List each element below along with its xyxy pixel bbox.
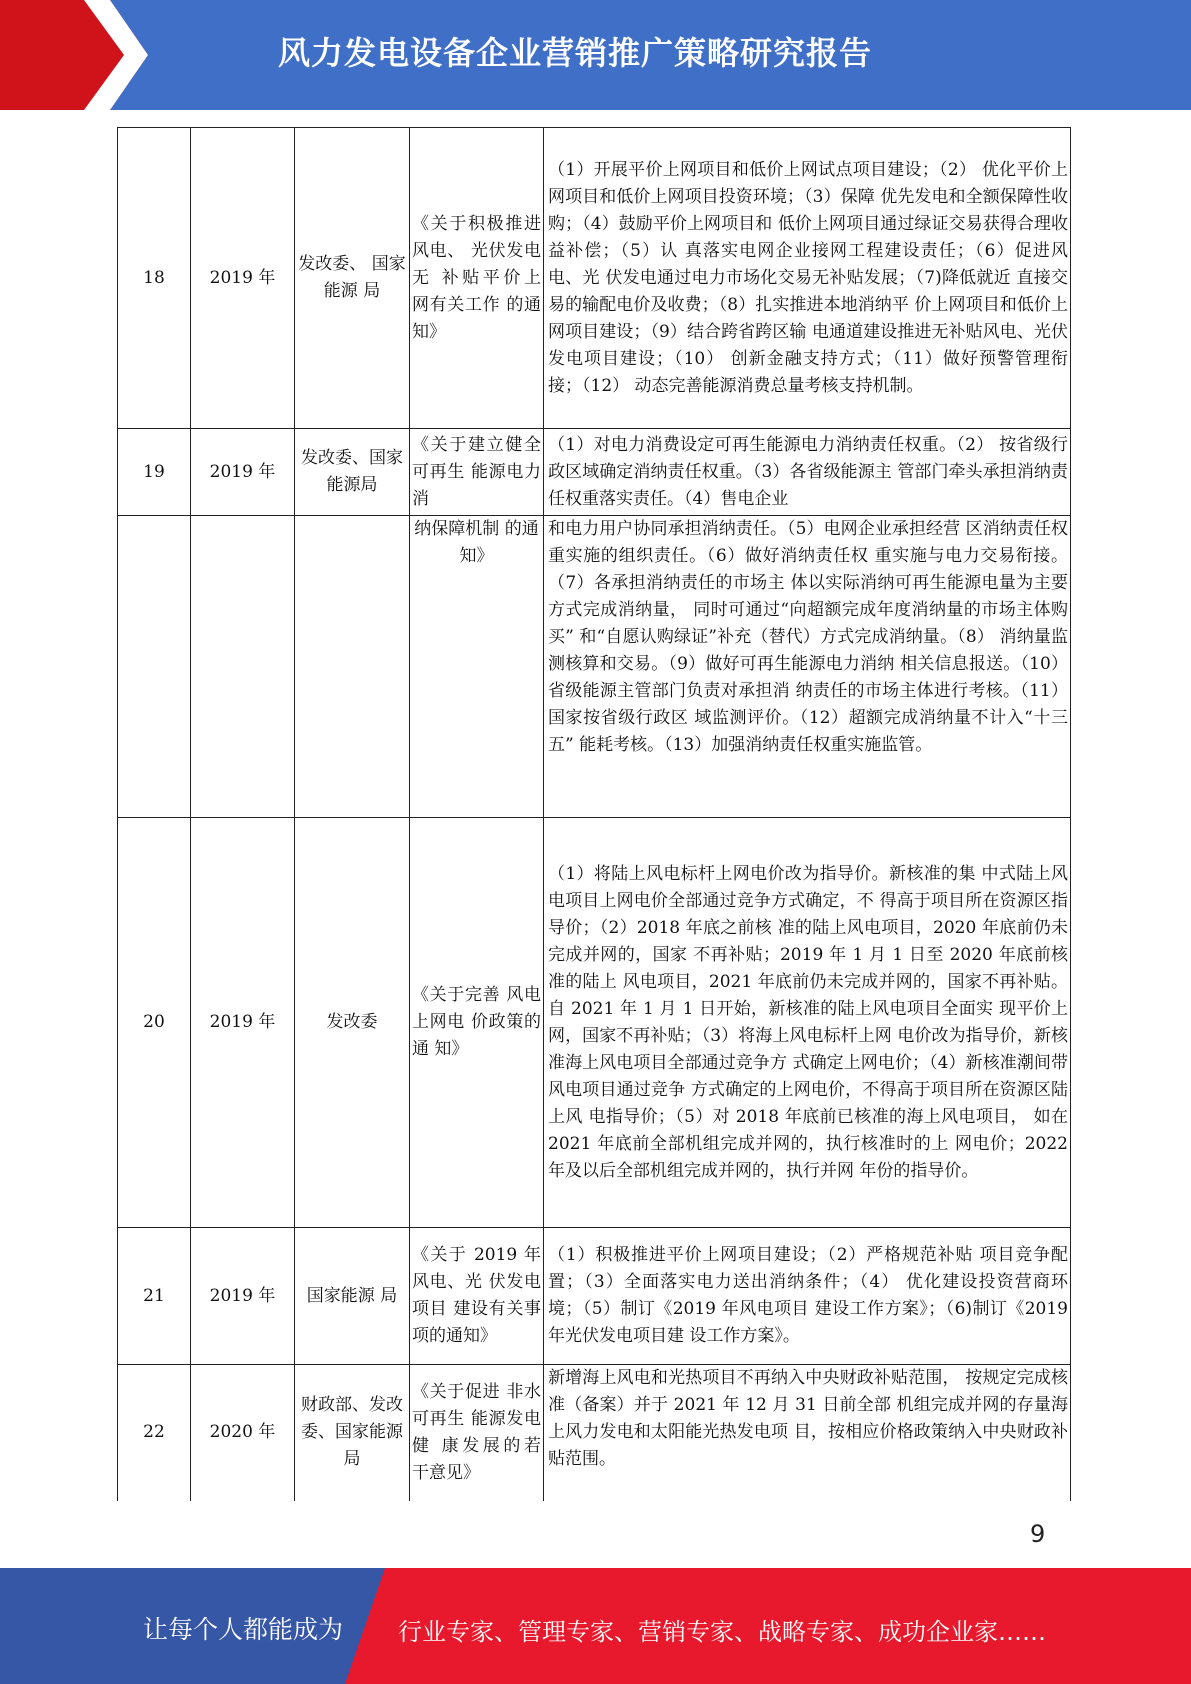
row-year: 2019 年 — [191, 1228, 295, 1365]
row-number: 20 — [118, 818, 191, 1228]
row-policy-name: 纳保障机制 的通知》 — [410, 516, 544, 818]
row-policy-content: （1）将陆上风电标杆上网电价改为指导价。新核准的集 中式陆上风电项目上网电价全部通过竞争方式确定，不 得高于项目所在资源区指导价；（2）2018 年底之前核 准的陆上风电项目，2020 年底前仍未完成并网的，国家 不再补贴；2019 年 1 月 1 日至 2020 年底前核准的陆上 风电项目，2021 年底前仍未完成并网的，国家不再补贴。 自 2021 年 1 月 1 日开始，新核准的陆上风电项目全面实 现平价上网，国家不再补贴；（3）将海上风电标杆上网 电价改为指导价，新核准海上风电项目全部通过竞争方 式确定上网电价；（4）新核准潮间带风电项目通过竞争 方式确定的上网电价，不得高于项目所在资源区陆上风 电指导价；（5）对 2018 年底前已核准的海上风电项目， 如在 2021 年底前全部机组完成并网的，执行核准时的上 网电价；2022 年及以后全部机组完成并网的，执行并网 年份的指导价。 — [544, 818, 1071, 1228]
page-footer — [0, 1568, 1191, 1684]
row-number: 19 — [118, 429, 191, 516]
row-year — [191, 516, 295, 818]
row-year: 2019 年 — [191, 128, 295, 429]
row-department — [295, 516, 410, 818]
row-department: 发改委、 国家能源 局 — [295, 128, 410, 429]
policy-table — [117, 127, 1071, 1501]
row-policy-content: （1）积极推进平价上网项目建设；（2）严格规范补贴 项目竞争配置；（3）全面落实电力送出消纳条件；（4） 优化建设投资营商环境；（5）制订《2019 年风电项目 建设工作方案》；（6)制订《2019 年光伏发电项目建 设工作方案》。 — [544, 1228, 1071, 1365]
table-row — [118, 818, 1071, 1228]
page-header — [0, 0, 1191, 110]
row-policy-name: 《关于积极推进风电、 光伏发电无 补贴平价上 网有关工作 的通知》 — [410, 128, 544, 429]
report-title: 风力发电设备企业营销推广策略研究报告 — [278, 34, 873, 72]
row-policy-name: 《关于 2019 年风电、光 伏发电项目 建设有关事 项的通知》 — [410, 1228, 544, 1365]
footer-slogan-left: 让每个人都能成为 — [143, 1615, 344, 1644]
row-policy-name: 《关于促进 非水可再生 能源发电健 康发展的若 干意见》 — [410, 1365, 544, 1501]
row-department: 国家能源 局 — [295, 1228, 410, 1365]
row-policy-content: 和电力用户协同承担消纳责任。（5）电网企业承担经营 区消纳责任权重实施的组织责任。（6）做好消纳责任权 重实施与电力交易衔接。（7）各承担消纳责任的市场主 体以实际消纳可再生能源电量为主要方式完成消纳量， 同时可通过“向超额完成年度消纳量的市场主体购买” 和“自愿认购绿证”补充（替代）方式完成消纳量。（8） 消纳量监测核算和交易。（9）做好可再生能源电力消纳 相关信息报送。（10）省级能源主管部门负责对承担消 纳责任的市场主体进行考核。（11）国家按省级行政区 域监测评价。（12）超额完成消纳量不计入“十三五” 能耗考核。（13）加强消纳责任权重实施监管。 — [544, 516, 1071, 818]
row-year: 2019 年 — [191, 818, 295, 1228]
row-department: 财政部、发改委、国家能源局 — [295, 1365, 410, 1501]
row-number: 22 — [118, 1365, 191, 1501]
footer-slogan-right: 行业专家、管理专家、营销专家、战略专家、成功企业家…… — [398, 1618, 1046, 1646]
table-row — [118, 516, 1071, 818]
table-row — [118, 128, 1071, 429]
row-number: 18 — [118, 128, 191, 429]
table-row — [118, 1228, 1071, 1365]
row-policy-content: 新增海上风电和光热项目不再纳入中央财政补贴范围， 按规定完成核准（备案）并于 2021 年 12 月 31 日前全部 机组完成并网的存量海上风力发电和太阳能光热发电项 目，按相应价格政策纳入中央财政补贴范围。 — [544, 1365, 1071, 1501]
row-policy-name: 《关于完善 风电上网电 价政策的通 知》 — [410, 818, 544, 1228]
row-department: 发改委 — [295, 818, 410, 1228]
row-number — [118, 516, 191, 818]
page-number: 9 — [1030, 1520, 1046, 1548]
row-number: 21 — [118, 1228, 191, 1365]
row-policy-name: 《关于建立健全可再生 能源电力消 — [410, 429, 544, 516]
row-year: 2019 年 — [191, 429, 295, 516]
table-row — [118, 429, 1071, 516]
row-policy-content: （1）对电力消费设定可再生能源电力消纳责任权重。（2） 按省级行政区域确定消纳责任权重。（3）各省级能源主 管部门牵头承担消纳责任权重落实责任。（4）售电企业 — [544, 429, 1071, 516]
table-row — [118, 1365, 1071, 1501]
row-year: 2020 年 — [191, 1365, 295, 1501]
row-department: 发改委、国家能源局 — [295, 429, 410, 516]
row-policy-content: （1）开展平价上网项目和低价上网试点项目建设；（2） 优化平价上网项目和低价上网项目投资环境；（3）保障 优先发电和全额保障性收购；（4）鼓励平价上网项目和 低价上网项目通过绿证交易获得合理收益补偿；（5）认 真落实电网企业接网工程建设责任；（6）促进风电、光 伏发电通过电力市场化交易无补贴发展；（7)降低就近 直接交易的输配电价及收费；（8）扎实推进本地消纳平 价上网项目和低价上网项目建设；（9）结合跨省跨区输 电通道建设推进无补贴风电、光伏发电项目建设；（10） 创新金融支持方式；（11）做好预警管理衔接；（12） 动态完善能源消费总量考核支持机制。 — [544, 128, 1071, 429]
